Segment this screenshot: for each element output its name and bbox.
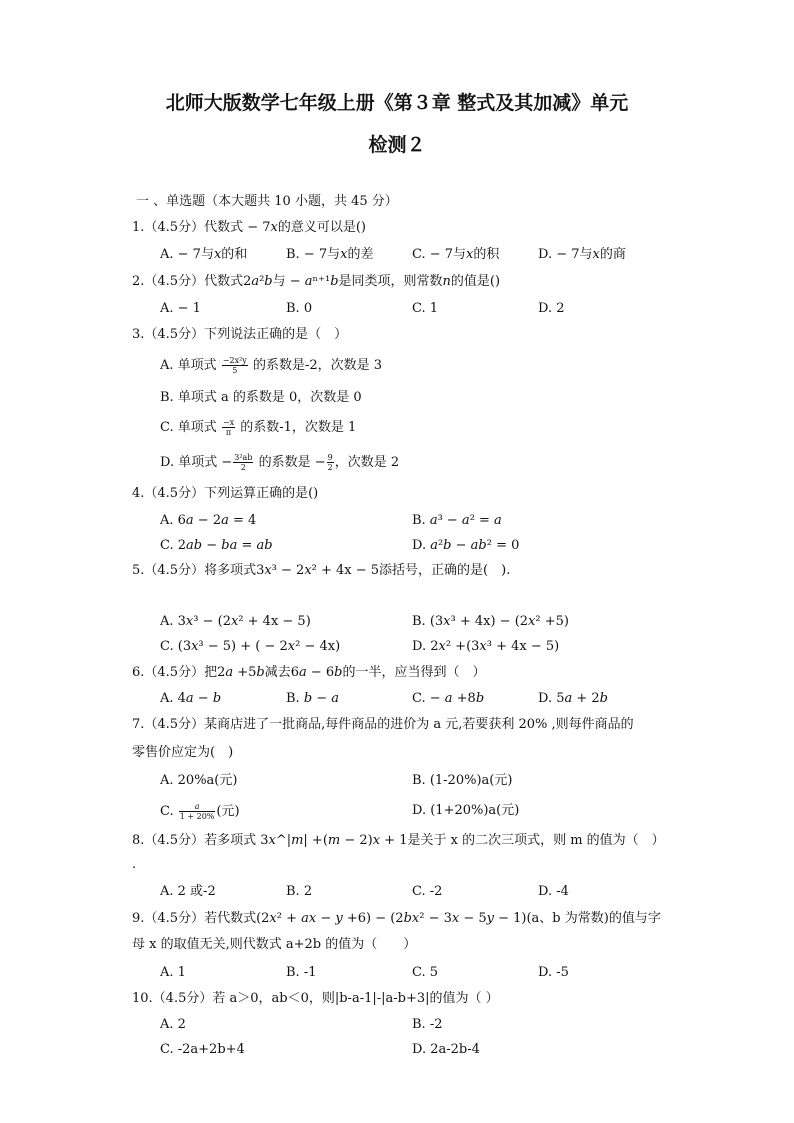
question-1-stem: 1.（4.5分）代数式 − 7𝑥的意义可以是() [132,220,366,235]
q3c-pre: C. 单项式 [160,420,221,435]
question-9-stem-line-2: 母 x 的取值无关,则代数式 a+2b 的值为（ ） [132,937,417,952]
q3a-denominator: 5 [232,366,238,375]
question-7-stem-line-2: 零售价应定为( ) [132,745,234,760]
q7c-fraction [179,802,216,821]
q3a-pre: A. 单项式 [160,358,221,373]
q6-option-a: A. 4𝑎 − 𝑏 [160,691,222,706]
q8-option-a: A. 2 或-2 [160,884,216,899]
question-5-stem: 5.（4.5分）将多项式3𝑥³ − 2𝑥² + 4x − 5添括号，正确的是( ). [132,563,511,578]
q7c-numerator: 𝑎 [179,802,216,812]
q3a-post: 的系数是-2，次数是 3 [248,358,383,373]
question-2-stem: 2.（4.5分）代数式2𝑎²𝑏与 − 𝑎ⁿ⁺¹𝑏是同类项，则常数𝑛的值是() [132,274,501,289]
q4-option-a: A. 6𝑎 − 2𝑎 = 4 [160,513,257,528]
q1-option-b: B. − 7与𝑥的差 [286,247,374,262]
q7c-pre: C. [160,804,178,819]
q2-option-d: D. 2 [538,301,565,316]
q3-option-b: B. 单项式 a 的系数是 0，次数是 0 [160,390,362,405]
q3d-fraction-2 [327,453,334,472]
question-8-stem-tail: . [132,857,137,872]
q9-option-d: D. -5 [538,965,569,980]
q3d-pre: D. 单项式 − [160,455,233,470]
question-6-stem: 6.（4.5分）把2𝑎 +5𝑏减去6𝑎 − 6𝑏的一半，应当得到（ ） [132,665,486,680]
q4-option-d: D. 𝑎²𝑏 − 𝑎𝑏² = 0 [412,538,520,553]
question-3-stem: 3.（4.5分）下列说法正确的是（ ） [132,327,348,342]
q2-option-c: C. 1 [412,301,439,316]
q2-option-b: B. 0 [286,301,313,316]
q3c-numerator: −x [222,418,235,427]
q3c-fraction [222,418,235,437]
q3a-numerator: −2x²y [222,356,247,365]
q5-option-d: D. 2𝑥² +(3𝑥³ + 4x − 5) [412,639,560,654]
q4-option-c: C. 2𝑎𝑏 − 𝑏𝑎 = 𝑎𝑏 [160,538,273,553]
q7-option-c [160,802,240,821]
section-header: 一 、单选题（本大题共 10 小题，共 45 分） [136,194,398,209]
q7c-denominator: 1 + 20% [179,812,215,821]
q3d-fraction-1 [233,453,253,472]
q1-option-a: A. − 7与𝑥的和 [160,247,248,262]
q5-option-b: B. (3𝑥³ + 4x) − (2𝑥² +5) [412,614,569,629]
q3d-numerator-2: 9 [327,453,333,462]
q7-option-a: A. 20%a(元) [160,773,238,788]
q3d-denominator-2: 2 [327,463,333,472]
q6-option-c: C. − 𝑎 +8𝑏 [412,691,485,706]
q3d-numerator-1: 3²ab [234,453,253,462]
q5-option-c: C. (3𝑥³ − 5) + ( − 2𝑥² − 4x) [160,639,341,654]
q3c-post: 的系数-1，次数是 1 [236,420,357,435]
q7-option-b: B. (1-20%)a(元) [412,773,513,788]
q1-option-d: D. − 7与𝑥的商 [538,247,626,262]
q8-option-b: B. 2 [286,884,313,899]
q9-option-c: C. 5 [412,965,439,980]
q7c-post: (元) [216,804,240,819]
q8-option-c: C. -2 [412,884,443,899]
q10-option-b: B. -2 [412,1017,443,1032]
q9-option-b: B. -1 [286,965,317,980]
q3-option-d [160,453,399,472]
q10-option-a: A. 2 [160,1017,186,1032]
q7-option-d: D. (1+20%)a(元) [412,803,520,818]
q3d-denominator-1: 2 [240,463,246,472]
q6-option-b: B. 𝑏 − 𝑎 [286,691,340,706]
q10-option-c: C. -2a+2b+4 [160,1042,245,1057]
q3d-mid: 的系数是 − [254,455,326,470]
title-line-2: 检测２ [368,134,426,156]
q4-option-b: B. 𝑎³ − 𝑎² = 𝑎 [412,513,502,528]
question-9-stem-line-1: 9.（4.5分）若代数式(2𝑥² + 𝑎𝑥 − 𝑦 +6) − (2𝑏𝑥² − 3𝑥 − 5𝑦 − 1)(a、b 为常数)的值与字 [132,911,661,926]
question-4-stem: 4.（4.5分）下列运算正确的是() [132,486,319,501]
q2-option-a: A. − 1 [160,301,201,316]
q10-option-d: D. 2a-2b-4 [412,1042,480,1057]
question-7-stem-line-1: 7.（4.5分）某商店进了一批商品,每件商品的进价为 a 元,若要获利 20% ,则每件商品的 [132,717,634,732]
question-10-stem: 10.（4.5分）若 a＞0，ab＜0，则|b-a-1|-|a-b+3|的值为（ ） [132,991,499,1006]
q8-option-d: D. -4 [538,884,569,899]
question-8-stem: 8.（4.5分）若多项式 3𝑥^|𝑚| +(𝑚 − 2)𝑥 + 1是关于 x 的二次三项式，则 m 的值为（ ） [132,833,665,848]
q3-option-c [160,418,356,437]
title-line-1: 北师大版数学七年级上册《第３章 整式及其加减》单元 [165,92,629,114]
q5-option-a: A. 3𝑥³ − (2𝑥² + 4x − 5) [160,614,311,629]
q3c-denominator: π [225,428,232,437]
q9-option-a: A. 1 [160,965,186,980]
q1-option-c: C. − 7与𝑥的积 [412,247,500,262]
q6-option-d: D. 5𝑎 + 2𝑏 [538,691,608,706]
q3-option-a [160,356,382,375]
q3d-post: ，次数是 2 [334,455,400,470]
q3a-fraction [222,356,248,375]
